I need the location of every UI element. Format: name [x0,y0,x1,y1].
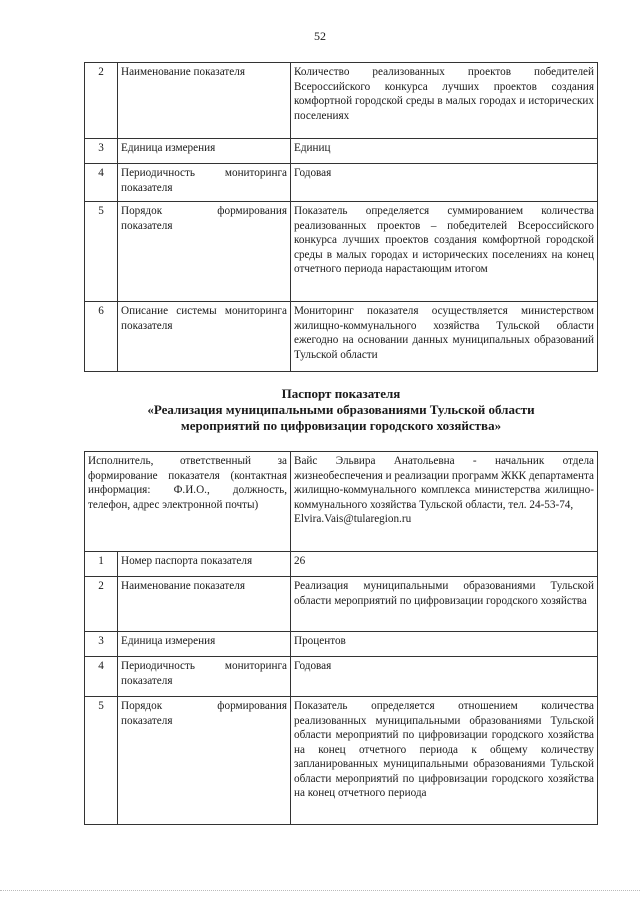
executor-label: Исполнитель, ответственный за формирование показателя (контактная информация: Ф.И.О., должность, телефон, адрес электронной почты) [85,452,291,552]
table-row [85,697,598,825]
row-label: Наименование показателя [118,63,291,139]
row-number: 2 [85,577,118,632]
row-number: 5 [85,697,118,825]
row-label: Описание системы мониторинга показателя [118,302,291,372]
row-number: 3 [85,139,118,164]
table-row [85,657,598,697]
indicator-passport-table [84,451,598,825]
row-number: 2 [85,63,118,139]
row-value: Реализация муниципальными образованиями Тульской области мероприятий по цифровизации городского хозяйства [291,577,598,632]
page-number: 52 [314,29,326,43]
row-label: Номер паспорта показателя [118,552,291,577]
row-label: Наименование показателя [118,577,291,632]
row-value: Годовая [291,657,598,697]
table-row [85,632,598,657]
row-label: Порядок формирования показателя [118,697,291,825]
passport-heading [84,386,598,434]
executor-value [291,452,598,552]
executor-email: Elvira.Vais@tularegion.ru [294,513,412,525]
table-row [85,202,598,302]
table-row [85,552,598,577]
row-number: 4 [85,164,118,202]
row-value: Показатель определяется суммированием количества реализованных проектов – победителей Всероссийского конкурса лучших проектов создания комфортной городской среды в малых городах и исторических поселениях на конец отчетного периода нарастающим итогом [291,202,598,302]
row-value: Процентов [291,632,598,657]
row-label: Единица измерения [118,632,291,657]
passport-title: Паспорт показателя [281,386,401,401]
row-number: 6 [85,302,118,372]
row-value: Единиц [291,139,598,164]
scan-edge-artifact [0,890,640,893]
row-label: Периодичность мониторинга показателя [118,657,291,697]
row-number: 3 [85,632,118,657]
table-row [85,164,598,202]
table-row [85,139,598,164]
row-label: Периодичность мониторинга показателя [118,164,291,202]
executor-info: Вайс Эльвира Анатольевна - начальник отдела жизнеобеспечения и реализации программ ЖКК департамента жилищно-коммунального комплекса министерства жилищно-коммунального хозяйства Тульской области, тел. 24-53-74, [294,455,594,511]
table-row [85,302,598,372]
row-value: 26 [291,552,598,577]
row-number: 1 [85,552,118,577]
table-row [85,63,598,139]
passport-subtitle-line2: мероприятий по цифровизации городского хозяйства» [180,418,502,433]
table-row [85,452,598,552]
row-value: Показатель определяется отношением количества реализованных муниципальными образованиями Тульской области мероприятий по цифровизации городского хозяйства на конец отчетного периода к общему количеству запланированных муниципальными образованиями Тульской области мероприятий по цифровизации городского хозяйства на конец отчетного периода [291,697,598,825]
row-label: Порядок формирования показателя [118,202,291,302]
table-row [85,577,598,632]
row-label: Единица измерения [118,139,291,164]
row-value: Количество реализованных проектов победителей Всероссийского конкурса лучших проектов создания комфортной городской среды в малых городах и исторических поселениях [291,63,598,139]
row-value: Годовая [291,164,598,202]
indicator-table-continued [84,62,598,372]
row-value: Мониторинг показателя осуществляется министерством жилищно-коммунального хозяйства Тульской области ежегодно на основании данных муниципальных образований Тульской области [291,302,598,372]
row-number: 4 [85,657,118,697]
row-number: 5 [85,202,118,302]
passport-subtitle-line1: «Реализация муниципальными образованиями Тульской области [147,402,535,417]
